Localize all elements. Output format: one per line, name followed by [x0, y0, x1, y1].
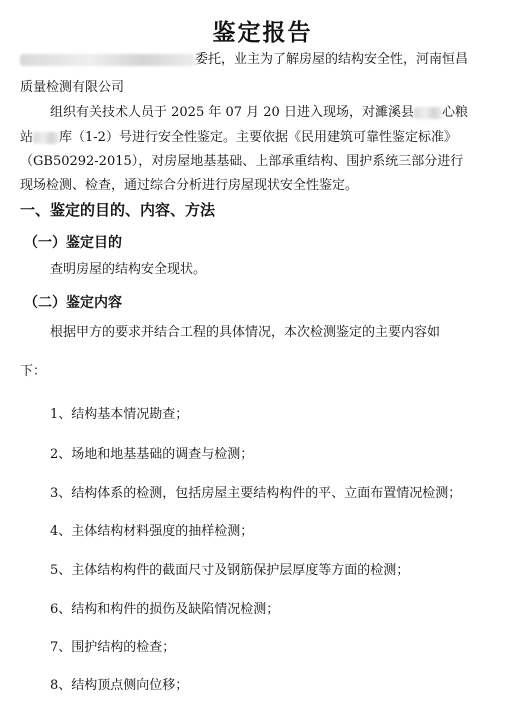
redacted-text: [20, 54, 195, 66]
content-list-item: 5、主体结构构件的截面尺寸及钢筋保护层厚度等方面的检测；: [50, 563, 410, 578]
intro-line-4: [20, 130, 457, 146]
redacted-text: [414, 107, 442, 119]
intro-line-4-head: 站: [20, 130, 34, 145]
section-heading: 一、鉴定的目的、内容、方法: [20, 201, 216, 219]
intro-line-1: [20, 52, 468, 68]
intro-line-2: 质量检测有限公司: [20, 80, 125, 95]
content-list-item: 7、围护结构的检查；: [50, 640, 176, 655]
intro-line-3-tail: 心粮: [441, 105, 468, 120]
intro-line-3-text: 组织有关技术人员于 2025 年 07 月 20 日进入现场，对濉溪县: [50, 105, 414, 120]
content-list-item: 4、主体结构材料强度的抽样检测；: [50, 524, 254, 539]
intro-line-6: 现场检测、检查，通过综合分析进行房屋现状安全性鉴定。: [20, 178, 359, 193]
content-list-item: 6、结构和构件的损伤及缺陷情况检测；: [50, 602, 280, 617]
intro-line-4-text: 库（1-2）号进行安全性鉴定。主要依据《民用建筑可靠性鉴定标准》: [59, 130, 457, 145]
content-list-item: 1、结构基本情况勘查；: [50, 407, 189, 422]
content-intro-line-2: 下：: [20, 364, 47, 379]
subsection-heading-content: （二）鉴定内容: [24, 295, 122, 311]
intro-line-1-text: 委托，业主为了解房屋的结构安全性，河南恒昌: [195, 52, 469, 67]
redacted-text: [33, 132, 59, 144]
page-title: 鉴定报告: [212, 20, 313, 46]
content-list-item: 8、结构顶点侧向位移；: [50, 678, 189, 693]
subsection-heading-purpose: （一）鉴定目的: [24, 235, 122, 251]
content-list-item: 2、场地和地基基础的调查与检测；: [50, 447, 254, 462]
content-intro-line-1: 根据甲方的要求并结合工程的具体情况，本次检测鉴定的主要内容如: [50, 325, 441, 340]
content-list-item: 3、结构体系的检测，包括房屋主要结构构件的平、立面布置情况检测；: [50, 486, 462, 501]
intro-line-5: （GB50292-2015），对房屋地基基础、上部承重结构、围护系统三部分进行: [20, 154, 464, 169]
purpose-text: 查明房屋的结构安全现状。: [50, 262, 207, 277]
intro-line-3: [50, 105, 468, 121]
